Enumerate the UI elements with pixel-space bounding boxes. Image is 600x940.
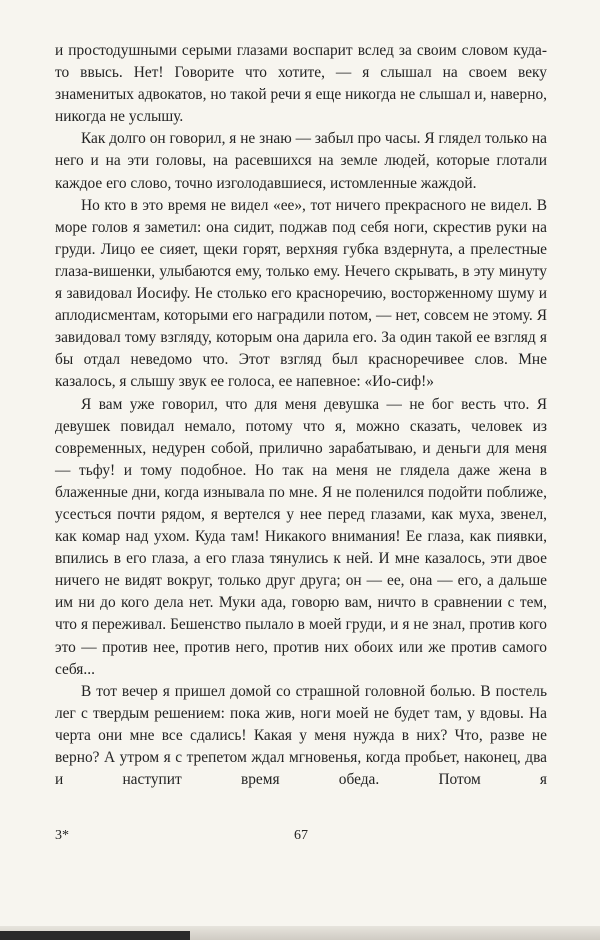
paragraph-2: Как долго он говорил, я не знаю — забыл про часы. Я глядел только на него и на эти головы, на расевшихся на земле людей, которые глотали каждое его слово, точно изголодавшиеся, истомленные жаждой. [55, 130, 547, 192]
paragraph-3: Но кто в это время не видел «ее», тот ничего прекрасного не видел. В море голов я заметил: она сидит, поджав под себя ноги, скрестив руки на груди. Лицо ее сияет, щеки горят, верхняя губка вздернута, а прелестные глаза-вишенки, улыбаются ему, только ему. Нечего скрывать, в эту минуту я завидовал Иосифу. Не столько его красноречию, восторженному шуму и аплодисментам, которыми его наградили потом, — нет, совсем не этому. Я завидовал тому взгляду, которым она дарила его. За один такой ее взгляд я бы отдал неведомо что. Этот взгляд был красноречивее слов. Мне казалось, я слышу звук ее голоса, ее напевное: «Ио-сиф!» [55, 196, 547, 391]
paragraph-5: В тот вечер я пришел домой со страшной головной болью. В постель лег с твердым решением: пока жив, ноги моей не будет там, у вдовы. На черта они мне все сдались! Какая у меня нужда в них? Что, разве не верно? А утром я с трепетом ждал мгновенья, когда пробьет, наконец, два и наступит время обеда. Потом я [55, 682, 547, 789]
signature-mark: 3* [55, 828, 69, 843]
paragraph-1: и простодушными серыми глазами воспарит вслед за своим словом куда-то ввысь. Нет! Говорите что хотите, — я слышал на своем веку знаменитых адвокатов, но такой речи я еще никогда не слышал и, наверно, никогда не услышу. [55, 42, 547, 126]
page-number: 67 [294, 828, 308, 843]
page-footer [55, 828, 547, 852]
page-text [55, 40, 547, 791]
paragraph-4: Я вам уже говорил, что для меня девушка — не бог весть что. Я девушек повидал немало, потому что я, можно сказать, человек из современных, недурен собой, прилично зарабатываю, и деньги для меня — тьфу! и тому подобное. Но так на меня не глядела даже жена в блаженные дни, когда изнывала по мне. Я не поленился подойти поближе, усесться почти рядом, я вертелся у нее перед глазами, как муха, звенел, как комар над ухом. Куда там! Никакого внимания! Ее глаза, как пиявки, впились в его глаза, а его глаза тянулись к ней. И мне казалось, эти двое ничего не видят вокруг, только друг друга; он — ее, она — его, а дальше им ни до кого дела нет. Муки ада, говорю вам, ничто в сравнении с тем, что я переживал. Бешенство пылало в моей груди, и я не знал, против кого это — против нее, против него, против них обоих или же против самого себя... [55, 395, 547, 678]
scan-bottom-edge [0, 926, 600, 940]
